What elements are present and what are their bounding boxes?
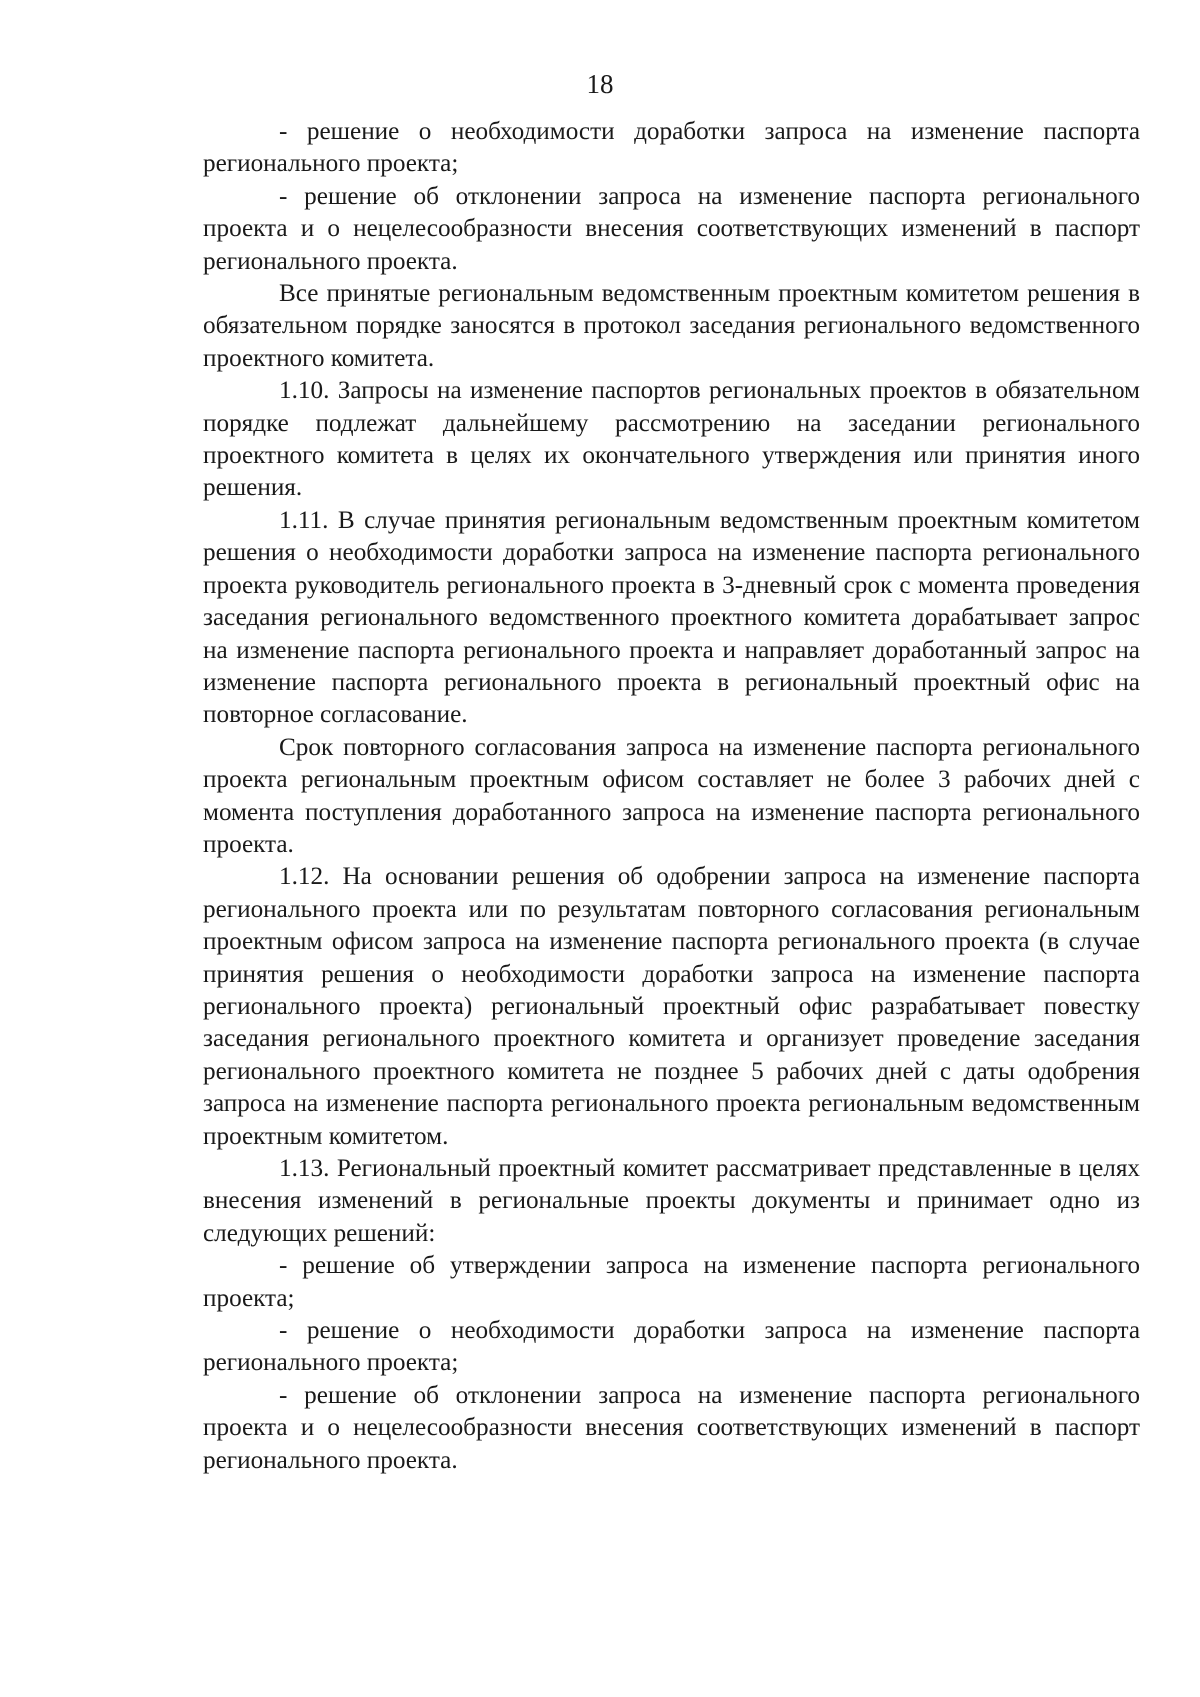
- paragraph-revision-decision: - решение о необходимости доработки запроса на изменение паспорта регионального проекта;: [203, 118, 1140, 178]
- paragraph-reapproval-term: Срок повторного согласования запроса на изменение паспорта регионального проекта региональным проектным офисом составляет не более 3 рабочих дней с момента поступления доработанного запроса на изменение паспорта регионального проекта.: [203, 733, 1140, 858]
- paragraph-rejection-decision: - решение об отклонении запроса на изменение паспорта регионального проекта и о нецелесообразности внесения соответствующих изменений в паспорт регионального проекта.: [203, 182, 1140, 275]
- paragraph-1-12: 1.12. На основании решения об одобрении запроса на изменение паспорта регионального проекта или по результатам повторного согласования региональным проектным офисом запроса на изменение паспорта регионального проекта (в случае принятия решения о необходимости доработки запроса на изменение паспорта регионального проекта) региональный проектный офис разрабатывает повестку заседания регионального проектного комитета и организует проведение заседания регионального проектного комитета не позднее 5 рабочих дней с даты одобрения запроса на изменение паспорта регионального проекта региональным ведомственным проектным комитетом.: [203, 863, 1140, 1150]
- paragraph-1-11: 1.11. В случае принятия региональным ведомственным проектным комитетом решения о необходимости доработки запроса на изменение паспорта регионального проекта руководитель регионального проекта в 3-дневный срок с момента проведения заседания регионального ведомственного проектного комитета дорабатывает запрос на изменение паспорта регионального проекта и направляет доработанный запрос на изменение паспорта регионального проекта в региональный проектный офис на повторное согласование.: [203, 506, 1140, 729]
- paragraph-rejection-decision-2: - решение об отклонении запроса на изменение паспорта регионального проекта и о нецелесообразности внесения соответствующих изменений в паспорт регионального проекта.: [203, 1381, 1140, 1474]
- paragraph-1-13: 1.13. Региональный проектный комитет рассматривает представленные в целях внесения изменений в региональные проекты документы и принимает одно из следующих решений:: [203, 1155, 1140, 1247]
- page-number: 18: [586, 69, 614, 99]
- document-body: [203, 116, 1140, 1477]
- paragraph-approval-decision: - решение об утверждении запроса на изменение паспорта регионального проекта;: [203, 1252, 1140, 1312]
- paragraph-revision-decision-2: - решение о необходимости доработки запроса на изменение паспорта регионального проекта;: [203, 1317, 1140, 1377]
- paragraph-1-10: 1.10. Запросы на изменение паспортов региональных проектов в обязательном порядке подлежат дальнейшему рассмотрению на заседании регионального проектного комитета в целях их окончательного утверждения или принятия иного решения.: [203, 377, 1140, 502]
- paragraph-protocol: Все принятые региональным ведомственным проектным комитетом решения в обязательном порядке заносятся в протокол заседания регионального ведомственного проектного комитета.: [203, 280, 1140, 372]
